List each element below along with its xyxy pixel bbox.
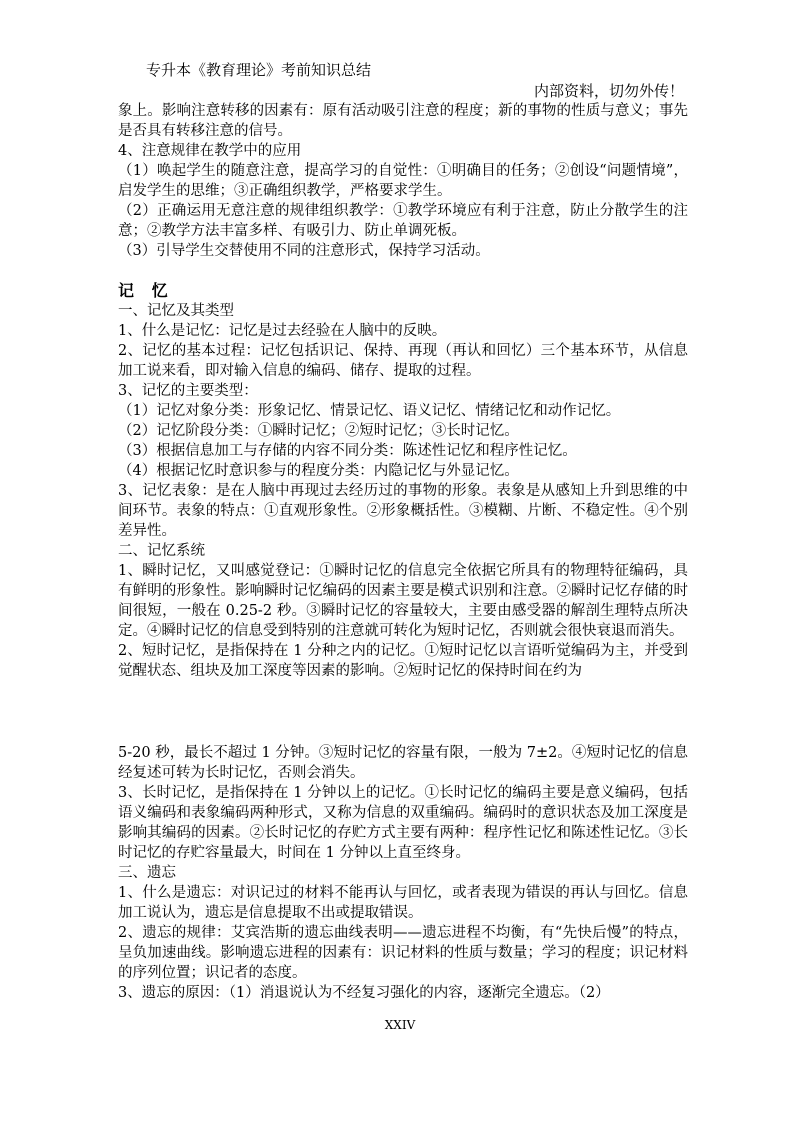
list-item: （4）根据记忆时意识参与的程度分类：内隐记忆与外显记忆。 [118,463,519,479]
document-header-title: 专升本《教育理论》考前知识总结 [146,61,372,79]
paragraph: 5-20 秒，最长不超过 1 分钟。③短时记忆的容量有限，一般为 7±2。④短时记忆的信息经复述可转为长时记忆，否则会消失。 [118,745,688,781]
paragraph: 2、遗忘的规律：艾宾浩斯的遗忘曲线表明——遗忘进程不均衡，有“先快后慢”的特点，呈负加速曲线。影响遗忘进程的因素有：识记材料的性质与数量；学习的程度；识记材料的序列位置；识记者的态度。 [118,925,688,981]
content-block-bottom [118,743,688,1003]
paragraph: 2、短时记忆，是指保持在 1 分种之内的记忆。①短时记忆以言语听觉编码为主，并受到觉醒状态、组块及加工深度等因素的影响。②短时记忆的保持时间在约为 [118,643,688,679]
paragraph: 3、遗忘的原因：（1）消退说认为不经复习强化的内容，逐渐完全遗忘。（2） [118,985,610,1001]
list-item: （3）根据信息加工与存储的内容不同分类：陈述性记忆和程序性记忆。 [118,443,577,459]
section-gap [118,261,688,281]
paragraph: 象上。影响注意转移的因素有：原有活动吸引注意的程度；新的事物的性质与意义；事先是否具有转移注意的信号。 [118,103,688,139]
paragraph: 1、什么是遗忘：对识记过的材料不能再认与回忆，或者表现为错误的再认与回忆。信息加工说认为，遗忘是信息提取不出或提取错误。 [118,885,688,921]
paragraph: 2、记忆的基本过程：记忆包括识记、保持、再现（再认和回忆）三个基本环节，从信息加工说来看，即对输入信息的编码、储存、提取的过程。 [118,343,688,379]
content-block-top [118,101,688,681]
paragraph: 3、长时记忆，是指保持在 1 分钟以上的记忆。①长时记忆的编码主要是意义编码，包括语义编码和表象编码两种形式，又称为信息的双重编码。编码时的意识状态及加工深度是影响其编码的因素。②长时记忆的存贮方式主要有两种：程序性记忆和陈述性记忆。③长时记忆的存贮容量最大，时间在 1 分钟以上直至终身。 [118,785,688,861]
list-item: （2）记忆阶段分类：①瞬时记忆；②短时记忆；③长时记忆。 [118,423,519,439]
paragraph: （3）引导学生交替使用不同的注意形式，保持学习活动。 [118,243,490,259]
subsection-heading: 三、遗忘 [118,865,176,881]
page-number: XXIV [384,1018,416,1032]
paragraph: （2）正确运用无意注意的规律组织教学：①教学环境应有利于注意，防止分散学生的注意；②教学方法丰富多样、有吸引力、防止单调死板。 [118,203,688,239]
paragraph-heading: 4、注意规律在教学中的应用 [118,143,302,159]
confidential-notice: 内部资料，切勿外传！ [533,82,684,100]
list-item: （1）记忆对象分类：形象记忆、情景记忆、语义记忆、情绪记忆和动作记忆。 [118,403,621,419]
paragraph: 1、什么是记忆：记忆是过去经验在人脑中的反映。 [118,323,447,339]
section-title-memory: 记 忆 [118,281,174,300]
subsection-heading: 二、记忆系统 [118,543,205,559]
subsection-heading: 一、记忆及其类型 [118,303,234,319]
paragraph: 3、记忆的主要类型： [118,383,258,399]
paragraph: 3、记忆表象：是在人脑中再现过去经历过的事物的形象。表象是从感知上升到思维的中间环节。表象的特点：①直观形象性。②形象概括性。③模糊、片断、不稳定性。④个别差异性。 [118,483,688,539]
paragraph: （1）唤起学生的随意注意，提高学习的自觉性：①明确目的任务；②创设“问题情境”，启发学生的思维；③正确组织教学，严格要求学生。 [118,163,688,199]
paragraph: 1、瞬时记忆，又叫感觉登记：①瞬时记忆的信息完全依据它所具有的物理特征编码，具有鲜明的形象性。影响瞬时记忆编码的因素主要是模式识别和注意。②瞬时记忆存储的时间很短，一般在 0.25-2 秒。③瞬时记忆的容量较大，主要由感受器的解剖生理特点所决定。④瞬时记忆的信息受到特别的注意就可转化为短时记忆，否则就会很快衰退而消失。 [118,563,688,639]
